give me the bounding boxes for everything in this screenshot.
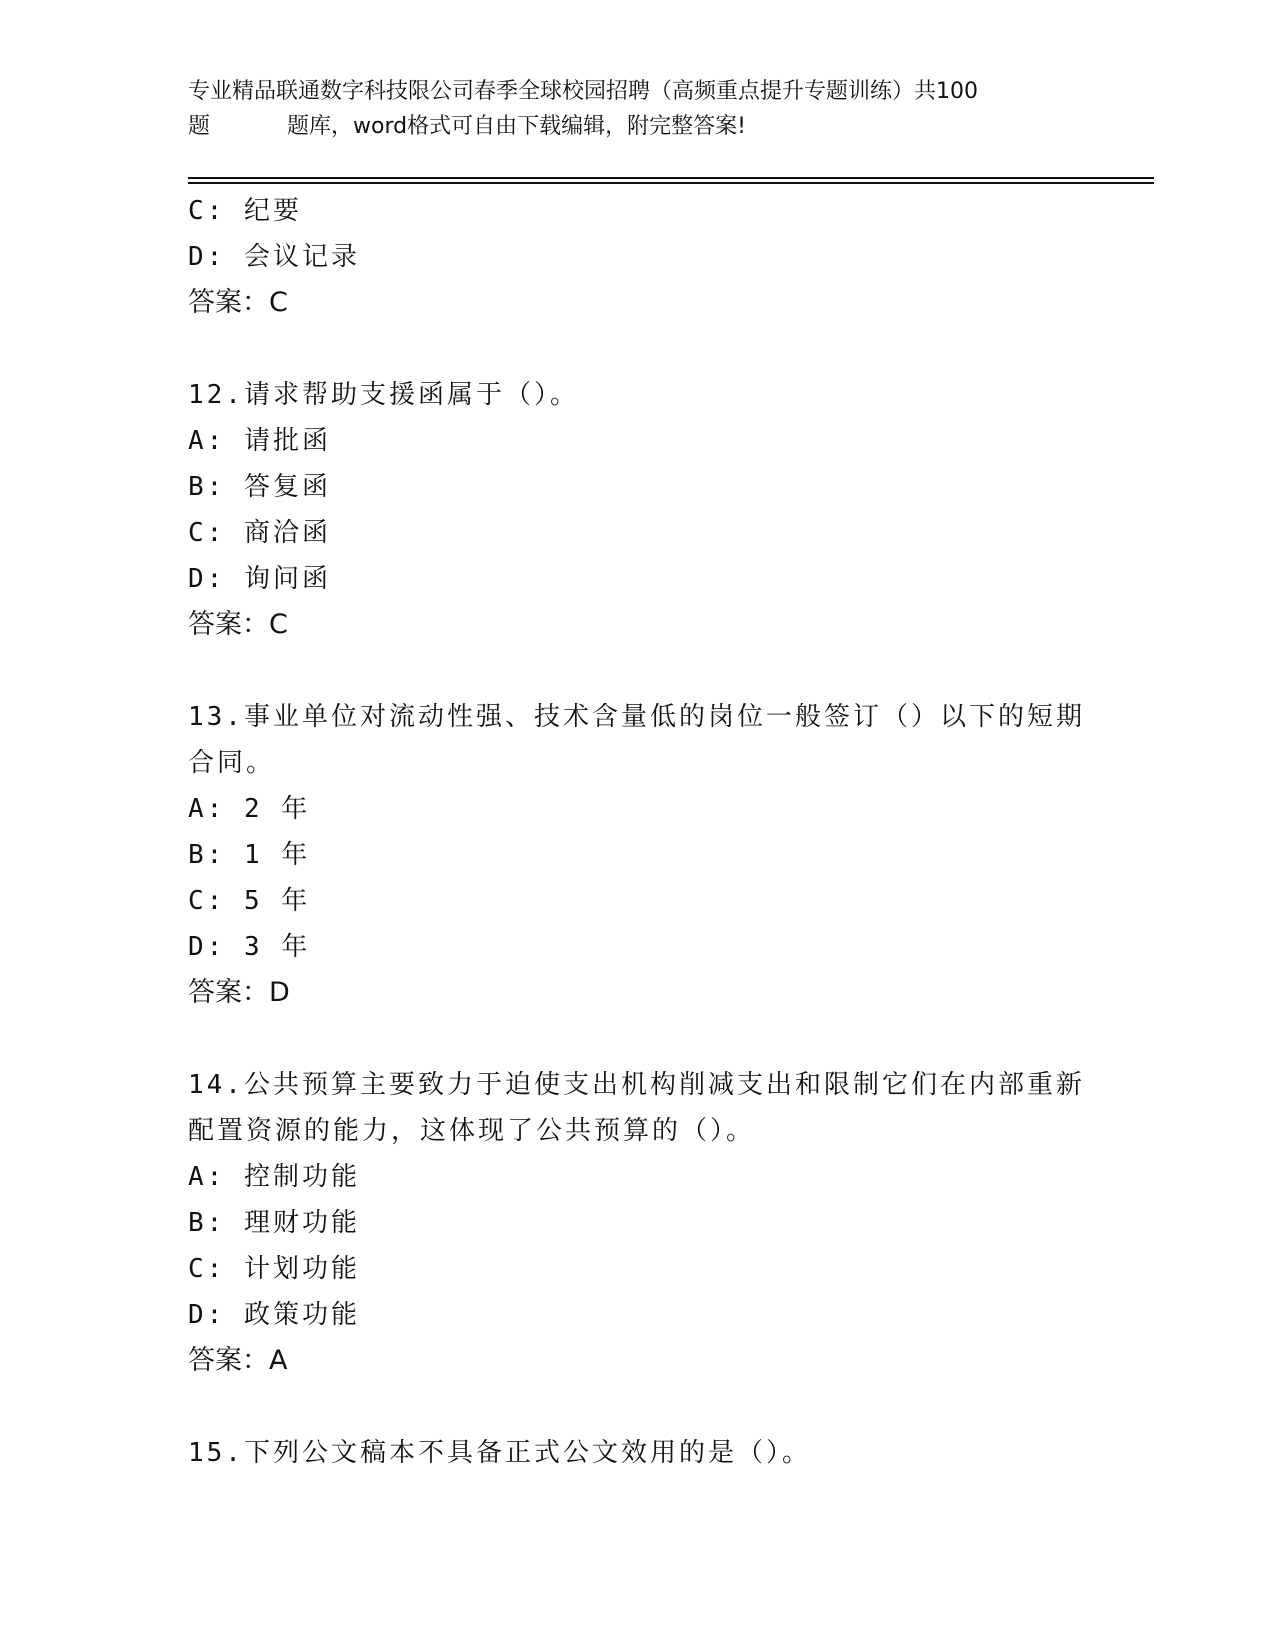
question-text: 13.事业单位对流动性强、技术含量低的岗位一般签订（）以下的短期	[188, 702, 1085, 732]
question-15	[188, 1430, 1108, 1476]
spacer	[188, 326, 1108, 372]
header-rule-bottom	[188, 182, 1154, 184]
question-text: 14.公共预算主要致力于迫使支出机构削减支出和限制它们在内部重新	[188, 1070, 1085, 1100]
option-c: C: 商洽函	[188, 518, 331, 548]
option-b: B: 答复函	[188, 472, 331, 502]
question-12	[188, 372, 1108, 648]
option-b: B: 理财功能	[188, 1208, 360, 1238]
option-d: D: 政策功能	[188, 1300, 360, 1330]
option-b: B: 1 年	[188, 840, 311, 870]
option-a: A: 请批函	[188, 426, 331, 456]
answer-line: 答案：A	[188, 1345, 288, 1376]
header-line-1: 专业精品联通数字科技限公司春季全球校园招聘（高频重点提升专题训练）共100	[188, 79, 978, 104]
option-a: A: 2 年	[188, 794, 311, 824]
question-fragment	[188, 188, 1108, 326]
option-c: C: 纪要	[188, 196, 302, 226]
header-rule-top	[188, 177, 1154, 179]
option-d: D: 3 年	[188, 932, 311, 962]
answer-line: 答案：C	[188, 287, 288, 318]
option-d: D: 会议记录	[188, 242, 360, 272]
option-a: A: 控制功能	[188, 1162, 360, 1192]
question-13	[188, 694, 1108, 1016]
answer-line: 答案：C	[188, 609, 288, 640]
option-d: D: 询问函	[188, 564, 331, 594]
spacer	[188, 1384, 1108, 1430]
header-line-2-part-a: 题	[188, 114, 211, 139]
answer-line: 答案：D	[188, 977, 290, 1008]
spacer	[188, 648, 1108, 694]
header-line-2-part-b: 题库，word格式可自由下载编辑，附完整答案!	[287, 114, 746, 139]
question-text-continued: 合同。	[188, 748, 276, 778]
option-c: C: 5 年	[188, 886, 311, 916]
question-text: 15.下列公文稿本不具备正式公文效用的是（）。	[188, 1438, 811, 1468]
header-line-2	[188, 109, 1088, 144]
spacer	[188, 1016, 1108, 1062]
question-content	[188, 188, 1108, 1476]
question-text-continued: 配置资源的能力，这体现了公共预算的（）。	[188, 1116, 756, 1146]
question-text: 12.请求帮助支援函属于（）。	[188, 380, 579, 410]
option-c: C: 计划功能	[188, 1254, 360, 1284]
question-14	[188, 1062, 1108, 1384]
page-header	[188, 74, 1088, 144]
